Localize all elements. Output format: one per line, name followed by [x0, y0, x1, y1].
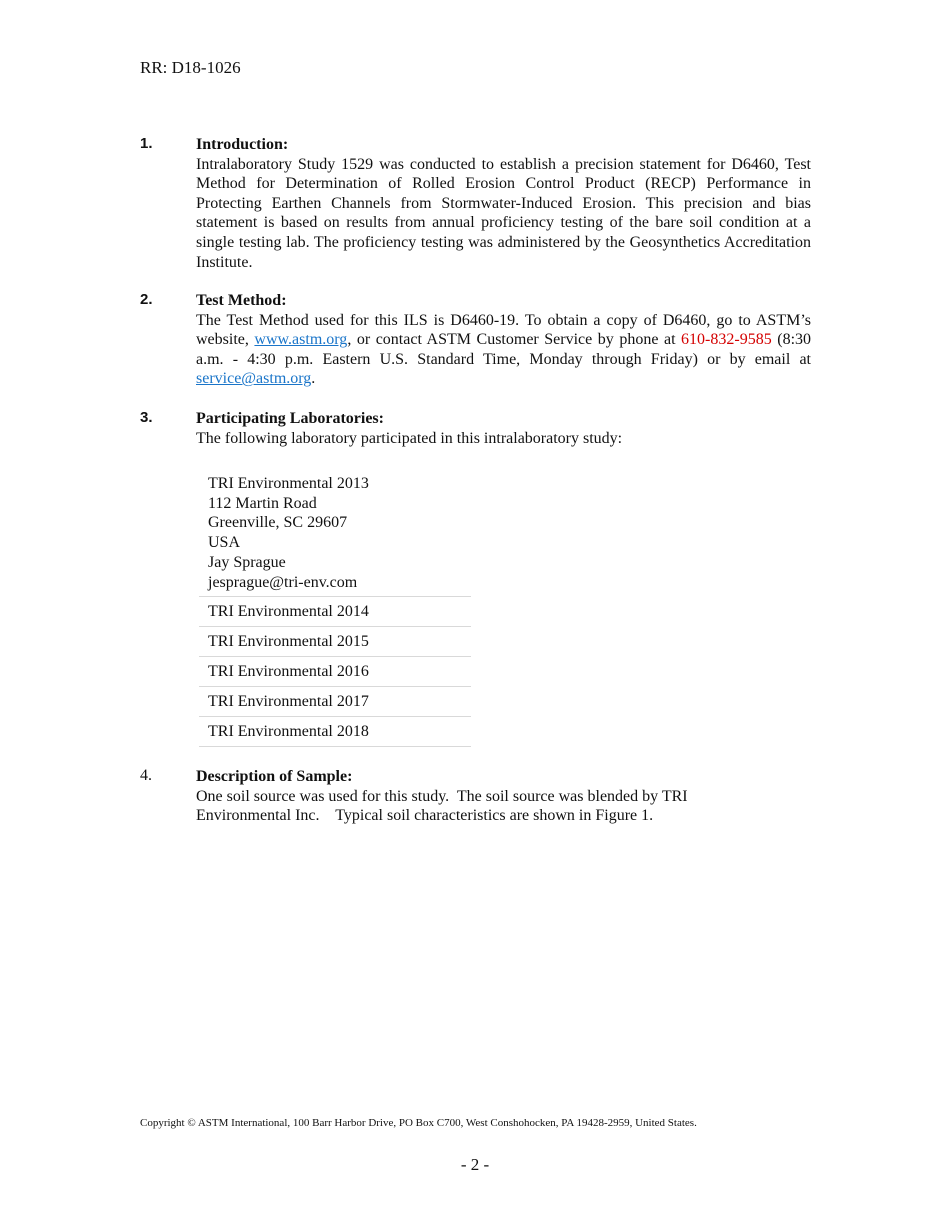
text-part: (8:30 a.m. - 4:30 p.m. Eastern U.S. Standard Time, Monday through Friday) or by email at: [196, 331, 812, 368]
section-number: 1.: [140, 135, 153, 152]
lab-street: 112 Martin Road: [208, 494, 317, 512]
section-number: 3.: [140, 409, 153, 426]
table-row: [199, 657, 471, 687]
lab-name: TRI Environmental 2017: [199, 687, 471, 717]
lab-country: USA: [208, 534, 241, 552]
table-row: [199, 687, 471, 717]
section-heading: Description of Sample:: [196, 768, 353, 785]
lab-address-cell: [199, 473, 471, 597]
section-heading: Test Method:: [196, 292, 287, 309]
section-sample-description: [140, 767, 811, 826]
section-heading: Introduction:: [196, 136, 289, 153]
lab-city: Greenville, SC 29607: [208, 514, 348, 532]
section-text: The following laboratory participated in this intralaboratory study:: [196, 429, 623, 447]
text-part: .: [311, 370, 316, 388]
lab-contact: Jay Sprague: [208, 553, 286, 571]
table-row: [199, 717, 471, 747]
astm-website-link[interactable]: www.astm.org: [254, 331, 348, 349]
section-introduction: [140, 135, 811, 272]
page-number: - 2 -: [460, 1155, 490, 1174]
section-test-method: [140, 291, 811, 389]
section-number: 4.: [140, 767, 152, 784]
phone-number: 610-832-9585: [681, 331, 772, 349]
section-text: [196, 311, 811, 389]
section-participating-labs: [140, 409, 811, 448]
lab-email: jesprague@tri-env.com: [208, 573, 358, 591]
table-row: [199, 627, 471, 657]
lab-name: TRI Environmental 2013: [208, 475, 369, 492]
report-id: RR: D18-1026: [140, 58, 241, 77]
section-text: Intralaboratory Study 1529 was conducted to establish a precision statement for D6460, Test Method for Determination of Rolled Erosion Control Product (RECP) Performance in Protecting Earthen Channels from Stormwater-Induced Erosion. This precision and bias statement is based on results from annual proficiency testing of the bare soil condition at a single testing lab. The proficiency testing was administered by the Geosynthetics Accreditation Institute.: [196, 155, 811, 271]
lab-name: TRI Environmental 2016: [199, 657, 471, 687]
section-text: One soil source was used for this study. The soil source was blended by TRI Environmental Inc. Typical soil characteristics are shown in Figure 1.: [196, 787, 692, 825]
laboratory-table: [199, 473, 471, 747]
lab-name: TRI Environmental 2015: [199, 627, 471, 657]
lab-name: TRI Environmental 2014: [199, 597, 471, 627]
section-number: 2.: [140, 291, 153, 308]
service-email-link[interactable]: service@astm.org: [196, 370, 312, 388]
table-row: [199, 473, 471, 597]
section-heading: Participating Laboratories:: [196, 410, 384, 427]
copyright-footer: Copyright © ASTM International, 100 Barr Harbor Drive, PO Box C700, West Conshohocken, PA 19428-2959, United States.: [140, 1117, 697, 1129]
table-row: [199, 597, 471, 627]
text-part: The Test Method used for this ILS is D6460-19. To obtain a copy of D6460, go to ASTM’s website,: [196, 311, 811, 349]
lab-name: TRI Environmental 2018: [199, 717, 471, 747]
text-part: , or contact ASTM Customer Service by phone at: [347, 331, 682, 349]
